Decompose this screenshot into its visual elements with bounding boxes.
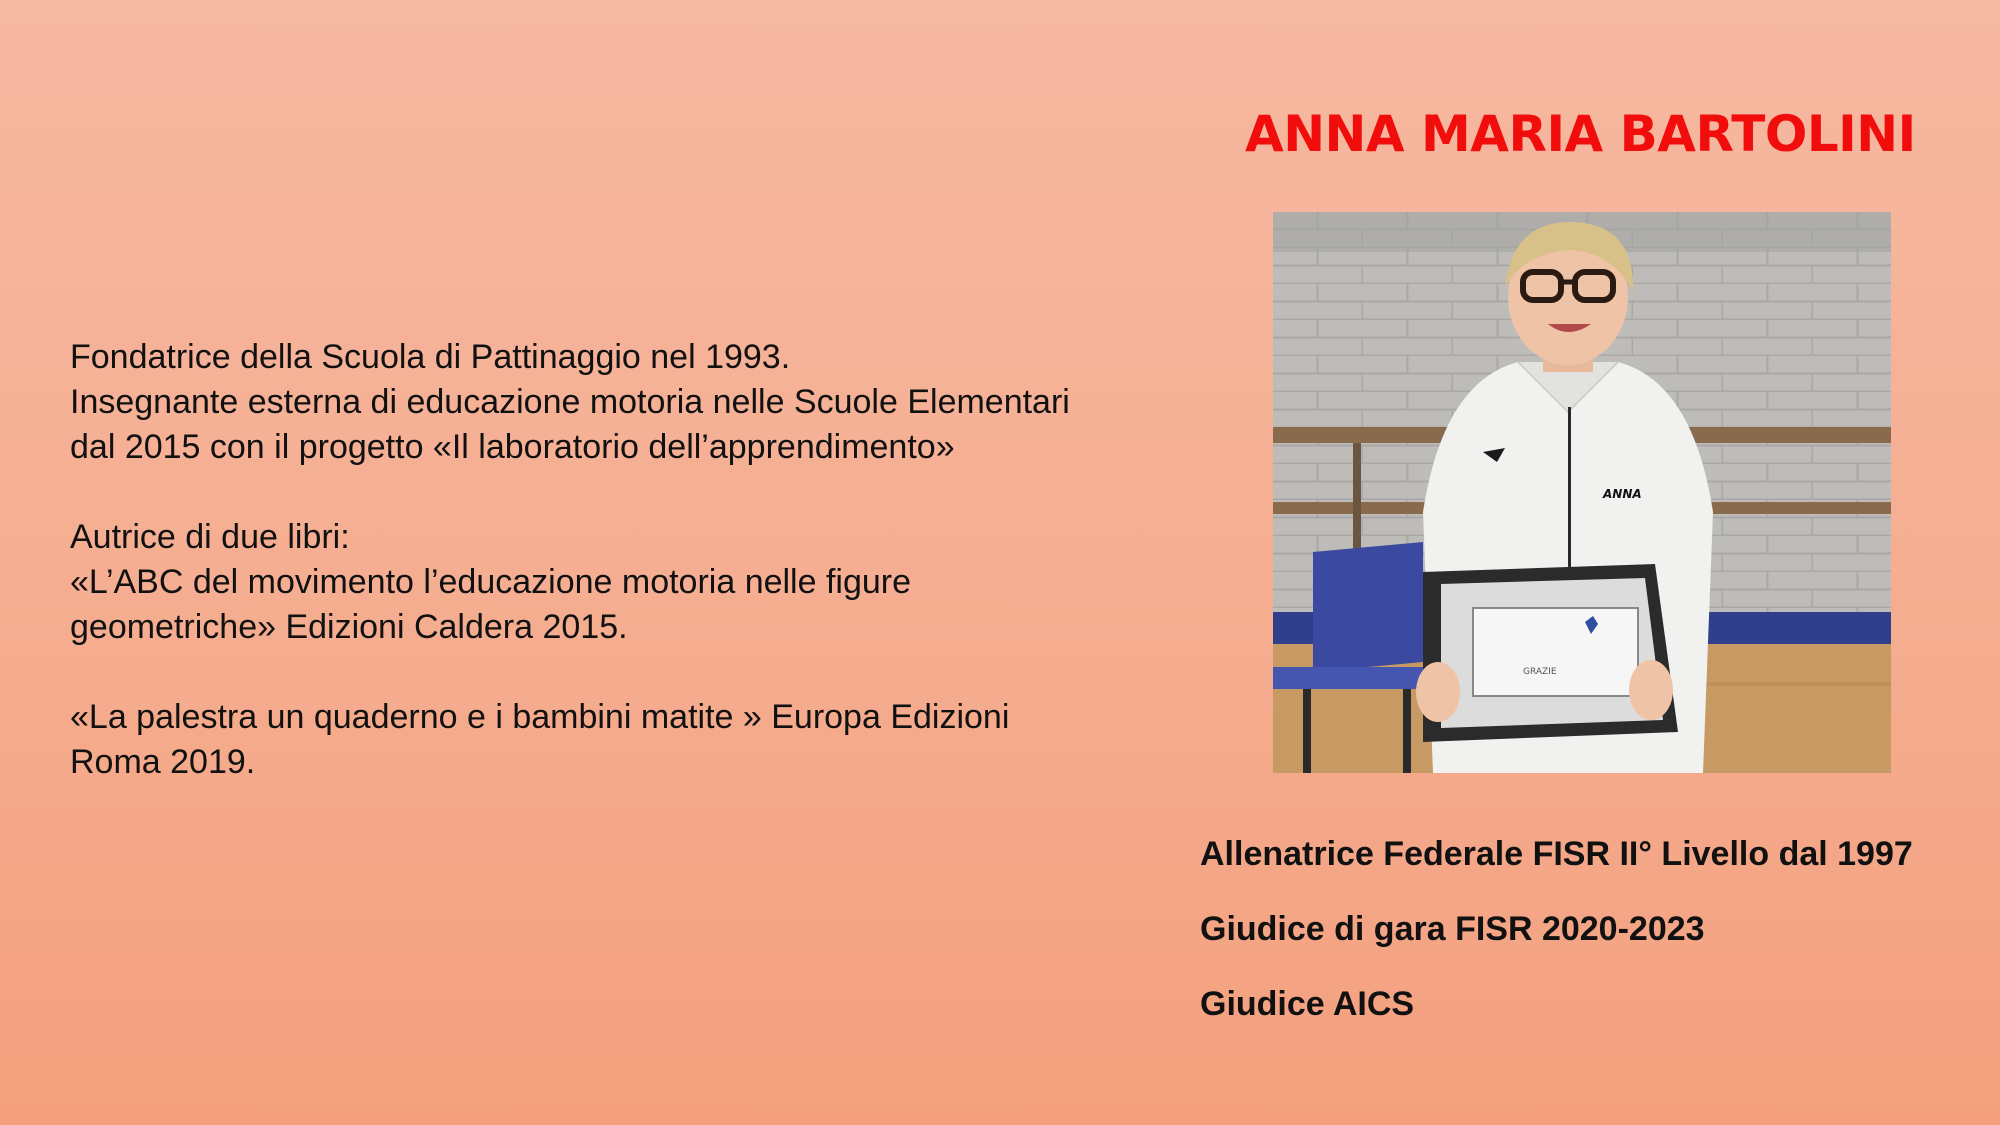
bio-line: dal 2015 con il progetto «Il laboratorio dell’apprendimento»: [70, 428, 955, 466]
plaque-text: GRAZIE: [1523, 667, 1557, 677]
slide-title: ANNA MARIA BARTOLINI: [1245, 105, 1916, 163]
credential-item: Allenatrice Federale FISR II° Livello dal 1997: [1200, 835, 1913, 873]
credentials-list: [1200, 828, 1990, 1053]
credential-item: Giudice di gara FISR 2020-2023: [1200, 910, 1705, 948]
bio-line: Fondatrice della Scuola di Pattinaggio nel 1993.: [70, 338, 791, 376]
credential-item: Giudice AICS: [1200, 985, 1415, 1023]
bio-text: [70, 335, 1190, 785]
bio-line: Autrice di due libri:: [70, 518, 350, 556]
portrait-illustration: [1273, 212, 1891, 773]
portrait-photo: [1273, 212, 1891, 773]
bio-line: Roma 2019.: [70, 743, 256, 781]
jacket-text: ANNA: [1603, 487, 1642, 501]
bio-line: «L’ABC del movimento l’educazione motoria nelle figure: [70, 563, 912, 601]
bio-line: geometriche» Edizioni Caldera 2015.: [70, 608, 628, 646]
bio-line: «La palestra un quaderno e i bambini matite » Europa Edizioni: [70, 698, 1010, 736]
bio-line: Insegnante esterna di educazione motoria nelle Scuole Elementari: [70, 383, 1070, 421]
